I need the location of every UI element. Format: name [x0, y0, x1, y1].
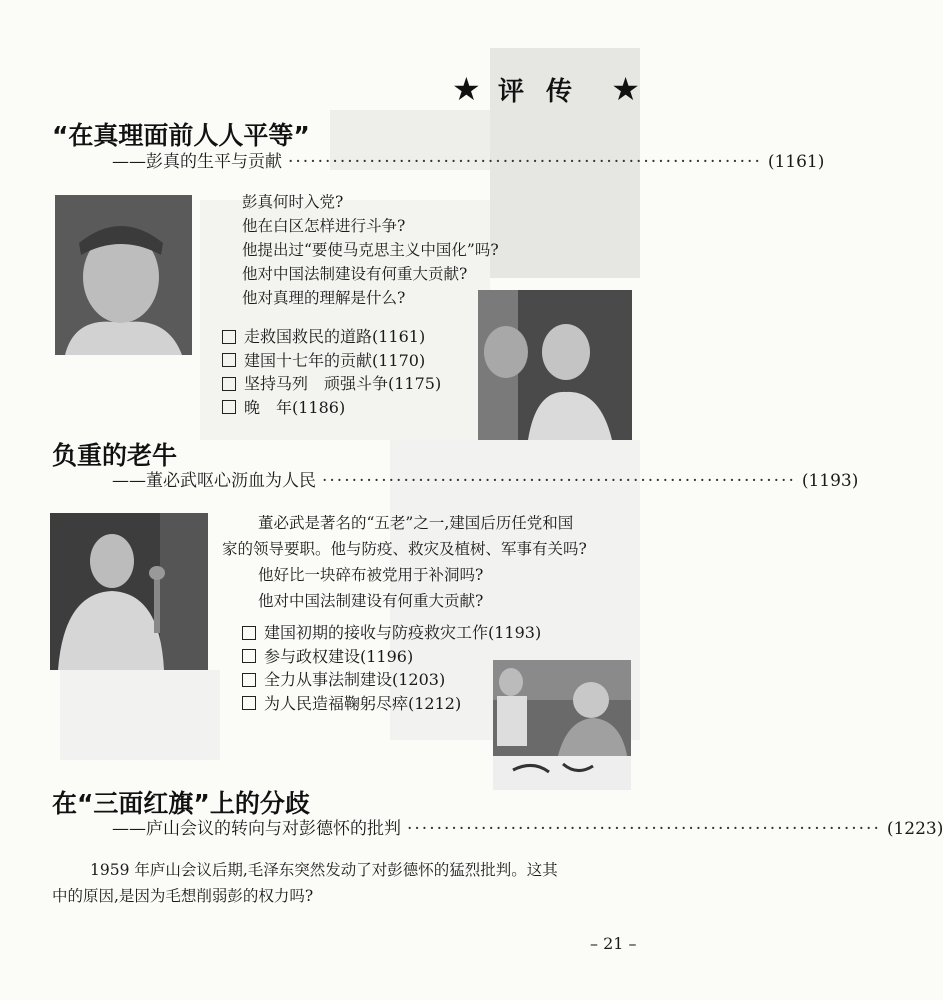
question-item: 他对真理的理解是什么? — [242, 289, 406, 307]
paragraph-line: 董必武是著名的“五老”之一,建国后历任党和国 — [258, 514, 574, 532]
subtitle-text: 董必武呕心沥血为人民 — [146, 471, 316, 491]
paragraph-line: 家的领导要职。他与防疫、救灾及植树、军事有关吗? — [222, 540, 587, 558]
subtitle-text: 彭真的生平与贡献 — [146, 152, 282, 172]
question-item: 他提出过“要使马克思主义中国化”吗? — [242, 241, 499, 259]
checkbox-square-icon — [242, 673, 256, 687]
star-icon: ★ — [452, 70, 481, 108]
toc-item: 参与政权建设(1196) — [242, 645, 541, 669]
paragraph-line: 1959 年庐山会议后期,毛泽东突然发动了对彭德怀的猛烈批判。这其 — [90, 861, 558, 879]
toc-item: 坚持马列 顽强斗争(1175) — [222, 372, 441, 396]
toc-item: 为人民造福鞠躬尽瘁(1212) — [242, 692, 541, 716]
question-item: 彭真何时入党? — [242, 193, 344, 211]
background-image — [60, 670, 220, 760]
section-subtitle: —— 彭真的生平与贡献 ································································ (1161) — [112, 147, 632, 172]
checkbox-square-icon — [222, 353, 236, 367]
page-number: – 21 – — [590, 934, 637, 953]
paragraph-line: 他对中国法制建设有何重大贡献? — [258, 592, 484, 610]
portrait-photo — [50, 513, 208, 670]
section-header — [452, 62, 640, 116]
checkbox-square-icon — [222, 330, 236, 344]
paragraph-line: 中的原因,是因为毛想削弱彭的权力吗? — [52, 887, 314, 905]
question-list — [242, 190, 499, 310]
checkbox-square-icon — [242, 626, 256, 640]
page-ref: (1193) — [801, 471, 859, 491]
leader-dots: ································································ — [407, 819, 881, 839]
body-paragraph — [52, 857, 642, 909]
section-title: “在真理面前人人平等” — [52, 121, 310, 150]
toc-item: 走救国救民的道路(1161) — [222, 325, 441, 349]
page-ref: (1223) — [886, 819, 943, 839]
toc-item: 建国十七年的贡献(1170) — [222, 349, 441, 373]
calligraphy-photo — [493, 660, 631, 790]
section-subtitle: —— 庐山会议的转向与对彭德怀的批判 ································································ (1223) — [112, 814, 632, 839]
toc-item: 建国初期的接收与防疫救灾工作(1193) — [242, 621, 541, 645]
question-item: 他在白区怎样进行斗争? — [242, 217, 406, 235]
checkbox-square-icon — [242, 696, 256, 710]
section-title: 负重的老牛 — [52, 441, 178, 470]
star-icon: ★ — [611, 70, 640, 108]
toc-item: 晚 年(1186) — [222, 396, 441, 420]
section-subtitle: —— 董必武呕心沥血为人民 ································································ (1193) — [112, 466, 632, 491]
checkbox-square-icon — [222, 400, 236, 414]
leader-dots: ································································ — [322, 471, 796, 491]
toc-item: 全力从事法制建设(1203) — [242, 668, 541, 692]
checkbox-square-icon — [242, 649, 256, 663]
toc-list — [222, 325, 441, 419]
checkbox-square-icon — [222, 377, 236, 391]
leader-dots: ································································ — [288, 152, 762, 172]
section-title: 在“三面红旗”上的分歧 — [52, 789, 310, 818]
portrait-photo — [55, 195, 192, 355]
question-item: 他对中国法制建设有何重大贡献? — [242, 265, 468, 283]
header-title: 评传 — [497, 76, 594, 107]
group-photo — [478, 290, 632, 440]
page-ref: (1161) — [767, 152, 825, 172]
subtitle-text: 庐山会议的转向与对彭德怀的批判 — [146, 819, 401, 839]
paragraph-line: 他好比一块碎布被党用于补洞吗? — [258, 566, 484, 584]
intro-paragraph — [222, 510, 632, 614]
